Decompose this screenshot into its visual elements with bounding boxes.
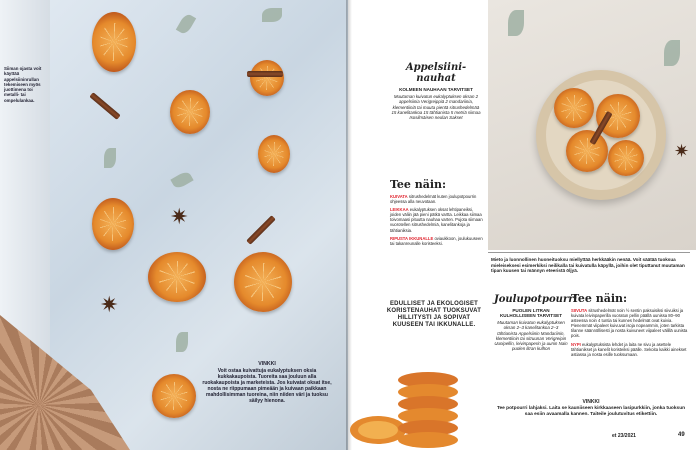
orange-slice: [152, 374, 196, 418]
recipe1-ingredients: Muutaman kuivatun eukalyptuksen oksan 2 appelsiinia Verigreippiä 2 mandariinia, klementiiniä tai muuta pientä sitrushedelmää 15 kanelitankoa 15 tähtianista 5 metriä siimaa Isosilmäisen neulan Sakset: [391, 94, 481, 121]
eucalyptus-leaf: [104, 148, 116, 168]
step-lead: LEIKKAA: [390, 207, 409, 213]
recipe1-steps: [390, 194, 484, 249]
recipe2-steps: [571, 308, 689, 360]
star-anise: ✷: [674, 141, 690, 161]
step-lead: KUIVATA: [390, 194, 408, 199]
potpourri-photo: [488, 0, 696, 250]
step-text: eukalyptuksista lehdet ja laita ne sivu ja asettele tähtianikset ja kanelit koristeiksi päälle. Sekoita kaikki ainekset astiassa ja nosta esille tuoksumaan.: [571, 341, 687, 357]
orange-slice: [170, 90, 210, 134]
left-tip: [202, 361, 332, 404]
orange-slice: [92, 12, 136, 72]
orange-slice: [92, 198, 134, 250]
recipe2-tip: [494, 400, 688, 417]
recipe1-tee-heading: Tee näin:: [390, 178, 447, 191]
cinnamon-stick: [246, 215, 276, 245]
eucalyptus-leaf: [176, 12, 196, 35]
recipe2-subtitle: PUOLEN LITRAN KULHOLLISEEN TARVITSET: [499, 308, 563, 318]
orange-slice-inner: [358, 421, 398, 439]
step-text: eukalyptuksen oksat lehtipaneiksi, joiden väliin jää pieni pätkä vartta. Leikkaa siimaa toivomaasi pituutta nauhaa varten. Pujota siimaan vuorotellen sitrushedelmiä, kanelitankoja ja tähtianiksia.: [390, 207, 483, 233]
issue-folio: et 23/2021: [612, 433, 636, 439]
eucalyptus-leaf: [176, 332, 188, 352]
step-text: oviaukkoon, joulukuuseen tai takanreunalle koristeeksi.: [390, 235, 483, 246]
left-caption: Siiman ojasta voit käyttää appelsiininrullan tekemiseen myös juottimena toi metalli- tai ompelulankaa.: [4, 66, 42, 103]
step-text: sitrushedelmät kuten joulupotpourrin ohjeessa alla neuvotaan.: [390, 194, 477, 205]
step-lead: SIIVUTA: [571, 308, 588, 313]
step-text: sitrushedelmät noin ½ sentin paksuisiksi siivuiksi ja kuivata leivinpaperilla vuoratun pellin päällä uunissa 80–90 asteessa noin 4 tuntia tai kunnes hedelmät ovat kuivia. Pienemmät viipaleet kuivuvat isoja nopeammin, joten tarkista tilanne säännöllisesti ja nosta kuivuneet viipaleet välillä uunista pois.: [571, 308, 688, 339]
cinnamon-stick: [247, 71, 283, 77]
orange-slice: [554, 88, 594, 128]
recipe2-tee-heading: Tee näin:: [571, 292, 628, 305]
tip-title: VINKKI: [582, 399, 600, 405]
orange-slice: [398, 432, 458, 448]
tip-title: VINKKI: [258, 361, 276, 367]
recipe1-title: Appelsiini-nauhat: [405, 62, 467, 84]
orange-slice: [234, 252, 292, 312]
caption-divider: [488, 252, 690, 253]
orange-slice: [566, 130, 608, 172]
recipe1-header: [390, 62, 482, 120]
eucalyptus-leaf: [664, 40, 680, 66]
orange-slice: [250, 60, 284, 96]
promo-text: EDULLISET JA EKOLOGISET KORISTENAUHAT TUOKSUVAT HILLITYSTI JA SOPIVAT KUUSEEN TAI IKKUNALLE.: [386, 301, 482, 328]
step-lead: NYPI: [571, 341, 581, 347]
bowl: [536, 70, 666, 200]
step-lead: RIPUSTA IKKUNALLE: [390, 235, 434, 241]
eucalyptus-leaf: [262, 8, 282, 22]
orange-stack-image: [348, 350, 488, 450]
tip-text: Voit ostaa kuivattuja eukalyptuksen oksia kukkakaupoista. Tuoreita saa jouluun alla ruokakaupoista ja marketeista. Jos kuivatat oksat itse, nosta ne riippumaan pimeään ja kuivaan paikkaan mahdollisimman tuoreina, niin niiden väri ja tuoksu säilyy hienona.: [202, 368, 332, 404]
orange-slice: [258, 135, 290, 173]
recipe1-subtitle: KOLMEEN NAUHAAN TARVITSET: [399, 87, 473, 92]
eucalyptus-leaf: [508, 10, 524, 36]
star-anise: ✷: [170, 204, 189, 229]
recipe2-title: Joulupotpourri: [494, 294, 578, 305]
eucalyptus-leaf: [170, 170, 193, 190]
orange-slice: [148, 252, 206, 302]
recipe2-ingredients: Muutaman kuivatun eukalyptuksen oksan 2–3 kanelitankoa 2–3 tähtianista Appelsiinin Mandariinin, klementiinin tai sitruunan Verigreipin Uunipellin, leivinpaperin ja uunin Nain puolen litran kulhon: [494, 320, 568, 352]
star-anise: ✷: [100, 292, 119, 317]
page-number: 49: [678, 432, 685, 438]
orange-slice: [596, 94, 640, 138]
cinnamon-stick: [89, 92, 120, 120]
photo-caption: Mieto ja luonnollinen huoneituoksu miellyttää herkkääkin nenää. Voit säätää tuoksua mieleiseksesi esimerkiksi neilikalla tai kuivatulla käpyllä, joihin olet tiputtanut muutaman tipan kuusen tai männyn eteeristä öljyä.: [491, 257, 685, 274]
tip-text: Tee potpourri lahjaksi. Laita se kauniiseen kirkkaaseen lasipurkkiin, jonka tuoksun saa esiin avaamalla kannen. Taiteile joulutuvitus etikettiin.: [496, 405, 686, 417]
orange-slice: [608, 140, 644, 176]
